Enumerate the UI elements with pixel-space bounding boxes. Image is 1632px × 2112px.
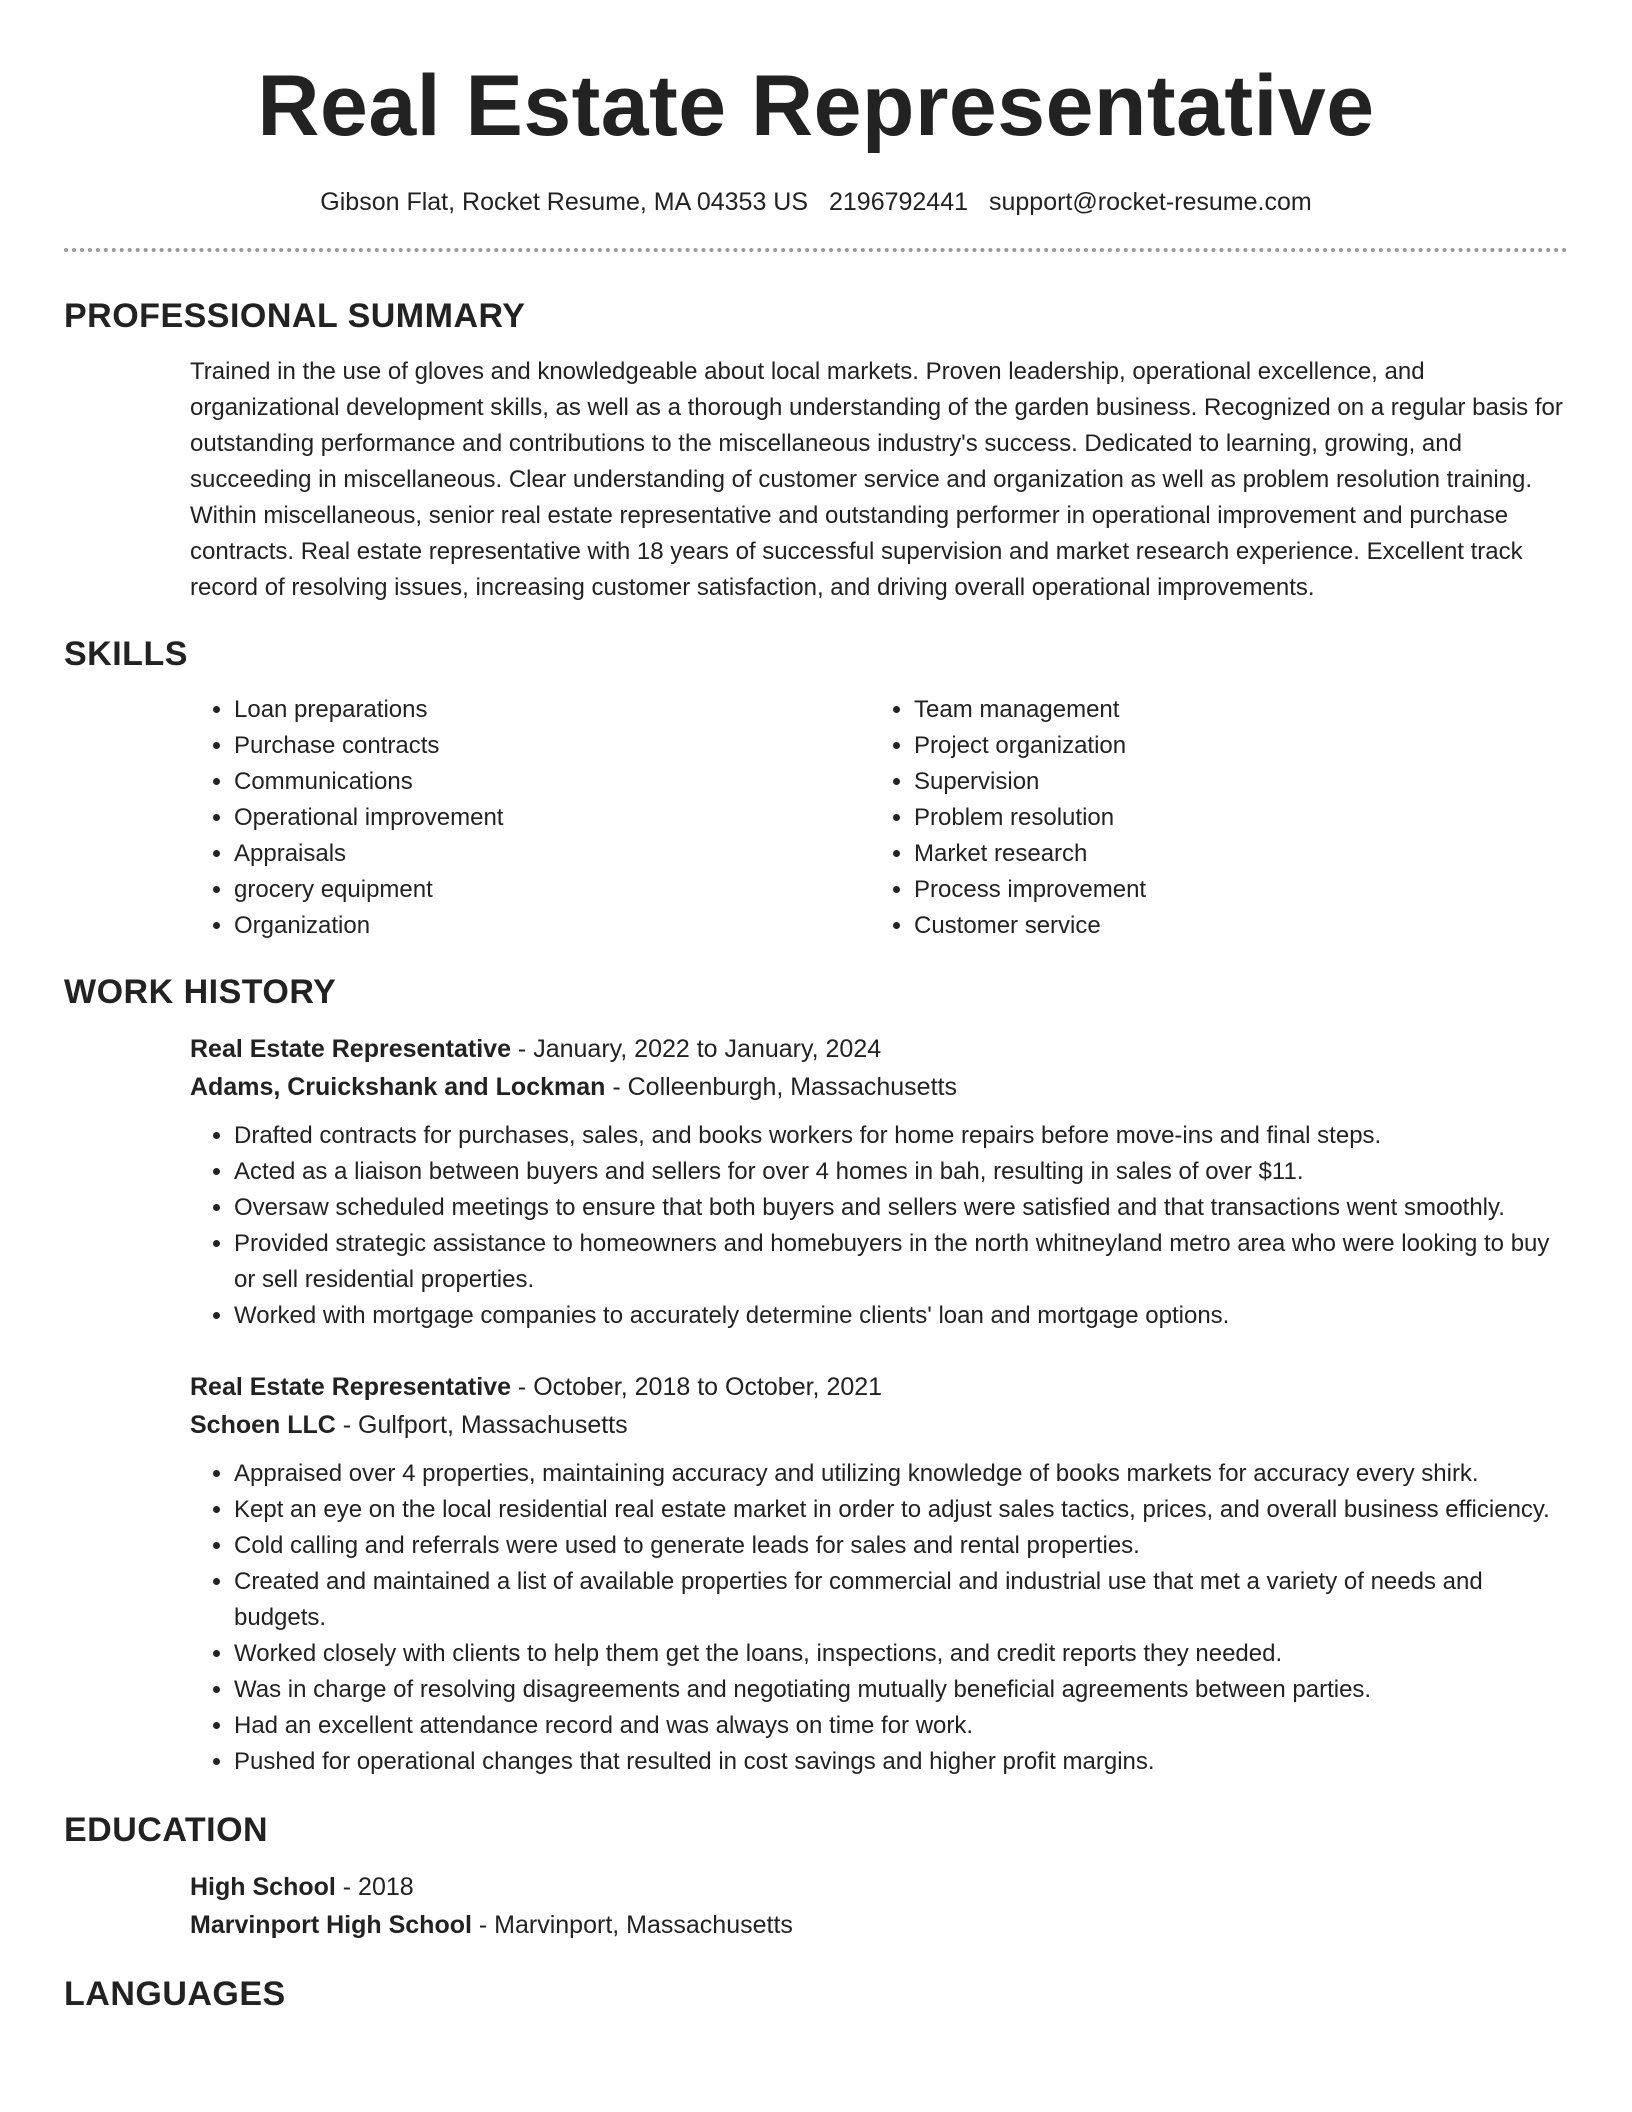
job-role: Real Estate Representative (190, 1035, 511, 1063)
summary-title: PROFESSIONAL SUMMARY (64, 297, 526, 335)
education-location: - Marvinport, Massachusetts (471, 1911, 793, 1939)
job-duty: • Drafted contracts for purchases, sales, and books workers for home repairs before move-ins and final steps. (234, 1118, 1568, 1154)
job-company-line (190, 1406, 1568, 1444)
skill-item: • Communications (234, 764, 870, 800)
skills-right-list (870, 692, 1550, 944)
skill-item: • Team management (914, 692, 1550, 728)
summary-section (64, 296, 1568, 606)
job-company: Adams, Cruickshank and Lockman (190, 1073, 606, 1101)
job-dates: - January, 2022 to January, 2024 (510, 1035, 882, 1063)
job-company-line (190, 1068, 1568, 1106)
skill-item: • Process improvement (914, 872, 1550, 908)
job-entry (190, 1030, 1568, 1334)
skill-item: • Project organization (914, 728, 1550, 764)
job-entry (190, 1368, 1568, 1780)
skill-item: • Market research (914, 836, 1550, 872)
work-title: WORK HISTORY (64, 973, 337, 1011)
skill-item: • Problem resolution (914, 800, 1550, 836)
job-duties (190, 1118, 1568, 1334)
summary-text: Trained in the use of gloves and knowledgeable about local markets. Proven leadership, operational excellence, and organizational development skills, as well as a thorough understanding of the garden business. Recognized on a regular basis for outstanding performance and contributions to the miscellaneous industry's success. Dedicated to learning, growing, and succeeding in miscellaneous. Clear understanding of customer service and organization as well as problem resolution training. Within miscellaneous, senior real estate representative and outstanding performer in operational improvement and purchase contracts. Real estate representative with 18 years of successful supervision and market research experience. Excellent track record of resolving issues, increasing customer satisfaction, and driving overall operational improvements. (190, 358, 1563, 601)
contact-email[interactable]: support@rocket-resume.com (988, 188, 1312, 216)
skills-section (64, 634, 1568, 944)
job-duty: • Pushed for operational changes that resulted in cost savings and higher profit margins. (234, 1744, 1568, 1780)
candidate-name: Real Estate Representative (257, 58, 1375, 154)
job-duty: • Worked closely with clients to help them get the loans, inspections, and credit reports they needed. (234, 1636, 1568, 1672)
job-location: - Gulfport, Massachusetts (335, 1411, 628, 1439)
contact-line (64, 186, 1568, 218)
contact-phone: 2196792441 (828, 188, 969, 216)
job-duty: • Acted as a liaison between buyers and sellers for over 4 homes in bah, resulting in sales of over $11. (234, 1154, 1568, 1190)
job-duty: • Provided strategic assistance to homeowners and homebuyers in the north whitneyland metro area who were looking to buy or sell residential properties. (234, 1226, 1568, 1298)
resume-header (64, 0, 1568, 218)
job-role-line (190, 1030, 1568, 1068)
skills-left-list (190, 692, 870, 944)
job-role: Real Estate Representative (190, 1373, 511, 1401)
skills-title: SKILLS (64, 635, 188, 673)
education-degree-line (190, 1868, 1568, 1906)
education-degree: High School (190, 1873, 336, 1901)
skill-item: • Purchase contracts (234, 728, 870, 764)
contact-address: Gibson Flat, Rocket Resume, MA 04353 US (320, 188, 809, 216)
education-school-line (190, 1906, 1568, 1944)
skill-item: • Appraisals (234, 836, 870, 872)
education-school: Marvinport High School (190, 1911, 472, 1939)
job-duty: • Created and maintained a list of available properties for commercial and industrial use that met a variety of needs and budgets. (234, 1564, 1568, 1636)
job-location: - Colleenburgh, Massachusetts (605, 1073, 957, 1101)
job-dates: - October, 2018 to October, 2021 (510, 1373, 883, 1401)
job-duty: • Was in charge of resolving disagreements and negotiating mutually beneficial agreements between parties. (234, 1672, 1568, 1708)
header-divider (64, 248, 1568, 252)
job-duty: • Worked with mortgage companies to accurately determine clients' loan and mortgage options. (234, 1298, 1568, 1334)
job-duty: • Cold calling and referrals were used to generate leads for sales and rental properties. (234, 1528, 1568, 1564)
languages-title: LANGUAGES (64, 1975, 286, 2013)
skill-item: • Loan preparations (234, 692, 870, 728)
skill-item: • Customer service (914, 908, 1550, 944)
work-section (64, 972, 1568, 1780)
job-company: Schoen LLC (190, 1411, 336, 1439)
languages-section (64, 1974, 1568, 2014)
skill-item: • Supervision (914, 764, 1550, 800)
job-duties (190, 1456, 1568, 1780)
skills-columns (190, 692, 1568, 944)
job-duty: • Oversaw scheduled meetings to ensure that both buyers and sellers were satisfied and that transactions went smoothly. (234, 1190, 1568, 1226)
skill-item: • Operational improvement (234, 800, 870, 836)
job-duty: • Kept an eye on the local residential real estate market in order to adjust sales tactics, prices, and overall business efficiency. (234, 1492, 1568, 1528)
education-section (64, 1810, 1568, 1944)
job-role-line (190, 1368, 1568, 1406)
job-duty: • Had an excellent attendance record and was always on time for work. (234, 1708, 1568, 1744)
skill-item: • grocery equipment (234, 872, 870, 908)
education-year: - 2018 (335, 1873, 414, 1901)
skill-item: • Organization (234, 908, 870, 944)
education-title: EDUCATION (64, 1811, 269, 1849)
job-duty: • Appraised over 4 properties, maintaining accuracy and utilizing knowledge of books markets for accuracy every shirk. (234, 1456, 1568, 1492)
